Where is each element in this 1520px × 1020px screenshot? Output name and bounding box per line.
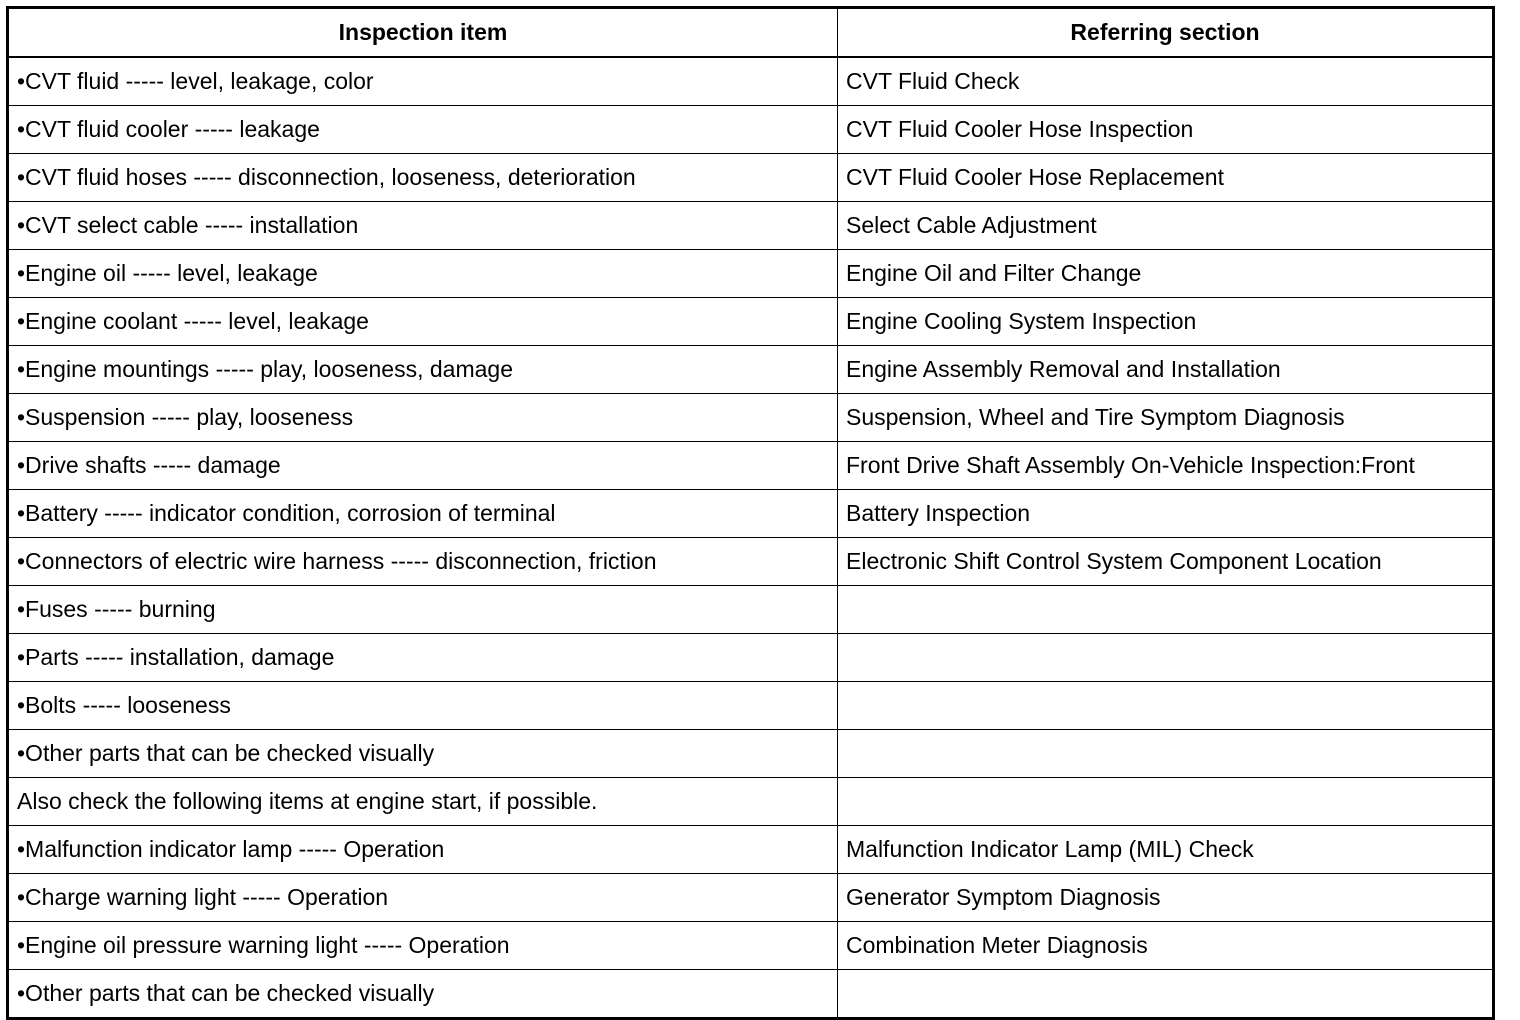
header-inspection-item: Inspection item [8, 8, 838, 58]
inspection-item-cell: •CVT fluid cooler ----- leakage [8, 106, 838, 154]
table-row [8, 346, 1494, 394]
table-row [8, 826, 1494, 874]
table-row [8, 442, 1494, 490]
table-row [8, 490, 1494, 538]
table-header-row [8, 8, 1494, 58]
table-row [8, 778, 1494, 826]
referring-section-cell: Malfunction Indicator Lamp (MIL) Check [838, 826, 1494, 874]
referring-section-cell: CVT Fluid Cooler Hose Inspection [838, 106, 1494, 154]
referring-section-cell: CVT Fluid Cooler Hose Replacement [838, 154, 1494, 202]
inspection-item-cell: •CVT fluid ----- level, leakage, color [8, 57, 838, 106]
inspection-table [6, 6, 1495, 1020]
inspection-item-cell: •Parts ----- installation, damage [8, 634, 838, 682]
inspection-item-cell: •Bolts ----- looseness [8, 682, 838, 730]
table-row [8, 970, 1494, 1019]
inspection-item-cell: •Engine oil ----- level, leakage [8, 250, 838, 298]
inspection-item-cell: •Connectors of electric wire harness ----- disconnection, friction [8, 538, 838, 586]
referring-section-cell: CVT Fluid Check [838, 57, 1494, 106]
referring-section-cell [838, 682, 1494, 730]
referring-section-cell: Battery Inspection [838, 490, 1494, 538]
inspection-table-container [6, 6, 1495, 1020]
inspection-item-cell: •Other parts that can be checked visually [8, 730, 838, 778]
inspection-item-cell: •Fuses ----- burning [8, 586, 838, 634]
referring-section-cell [838, 778, 1494, 826]
inspection-item-cell: •CVT fluid hoses ----- disconnection, looseness, deterioration [8, 154, 838, 202]
table-row [8, 586, 1494, 634]
referring-section-cell: Engine Assembly Removal and Installation [838, 346, 1494, 394]
table-row [8, 106, 1494, 154]
inspection-item-cell: •Engine coolant ----- level, leakage [8, 298, 838, 346]
table-row [8, 154, 1494, 202]
inspection-item-cell: •Engine oil pressure warning light ----- Operation [8, 922, 838, 970]
inspection-item-cell: •Malfunction indicator lamp ----- Operation [8, 826, 838, 874]
inspection-item-cell: •Suspension ----- play, looseness [8, 394, 838, 442]
inspection-item-cell: Also check the following items at engine start, if possible. [8, 778, 838, 826]
table-row [8, 874, 1494, 922]
referring-section-cell: Engine Oil and Filter Change [838, 250, 1494, 298]
table-row [8, 922, 1494, 970]
referring-section-cell [838, 634, 1494, 682]
table-row [8, 538, 1494, 586]
referring-section-cell [838, 970, 1494, 1019]
header-referring-section: Referring section [838, 8, 1494, 58]
table-row [8, 202, 1494, 250]
referring-section-cell: Front Drive Shaft Assembly On-Vehicle Inspection:Front [838, 442, 1494, 490]
inspection-item-cell: •Other parts that can be checked visually [8, 970, 838, 1019]
inspection-item-cell: •Battery ----- indicator condition, corrosion of terminal [8, 490, 838, 538]
referring-section-cell: Suspension, Wheel and Tire Symptom Diagnosis [838, 394, 1494, 442]
referring-section-cell [838, 586, 1494, 634]
table-row [8, 394, 1494, 442]
inspection-item-cell: •Drive shafts ----- damage [8, 442, 838, 490]
table-row [8, 682, 1494, 730]
referring-section-cell: Combination Meter Diagnosis [838, 922, 1494, 970]
referring-section-cell: Generator Symptom Diagnosis [838, 874, 1494, 922]
inspection-item-cell: •CVT select cable ----- installation [8, 202, 838, 250]
table-row [8, 57, 1494, 106]
inspection-item-cell: •Charge warning light ----- Operation [8, 874, 838, 922]
table-row [8, 250, 1494, 298]
referring-section-cell [838, 730, 1494, 778]
table-row [8, 298, 1494, 346]
inspection-item-cell: •Engine mountings ----- play, looseness, damage [8, 346, 838, 394]
referring-section-cell: Engine Cooling System Inspection [838, 298, 1494, 346]
table-row [8, 730, 1494, 778]
referring-section-cell: Electronic Shift Control System Component Location [838, 538, 1494, 586]
referring-section-cell: Select Cable Adjustment [838, 202, 1494, 250]
table-row [8, 634, 1494, 682]
